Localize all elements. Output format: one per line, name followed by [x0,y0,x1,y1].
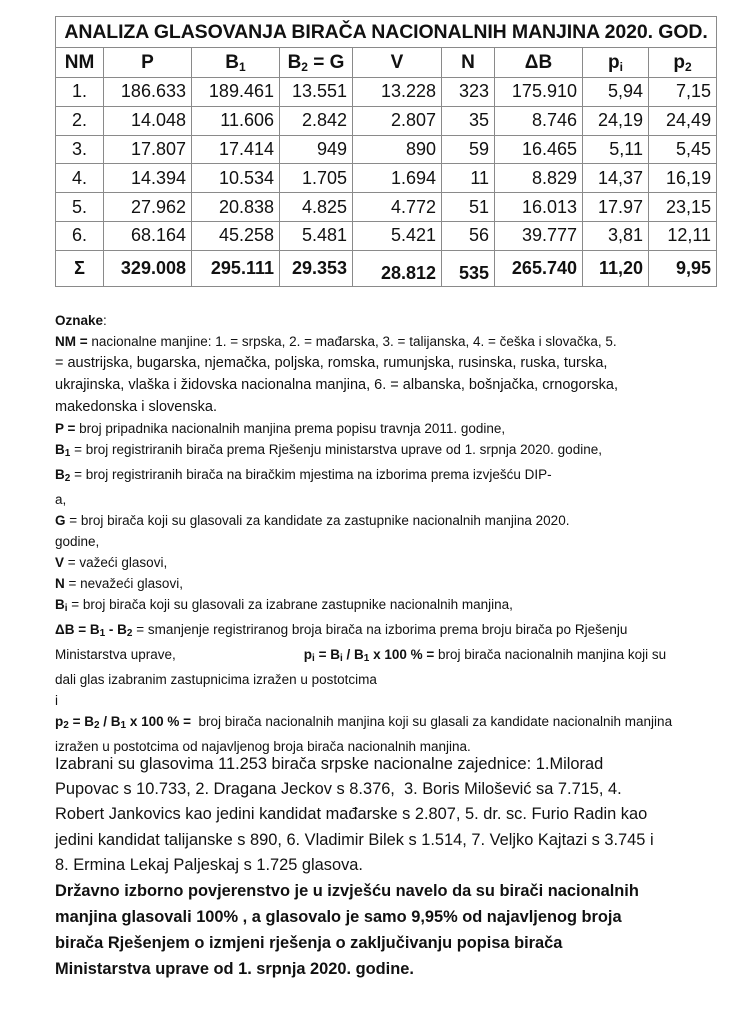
legend-and: i [55,693,58,708]
legend-p2-cont: izražen u postotcima od najavljenog broja birača nacionalnih manjina. [55,739,471,754]
paragraph-line: Robert Jankovics kao jedini kandidat mađarske s 2.807, 5. dr. sc. Furio Radin kao [55,805,648,824]
paragraph-line: Pupovac s 10.733, 2. Dragana Jeckov s 8.376, 3. Boris Milošević sa 7.715, 4. [55,780,622,799]
cell-p: 68.164 [104,221,192,250]
legend-g: G = broj birača koji su glasovali za kandidate za zastupnike nacionalnih manjina 2020. [55,513,570,528]
cell-nm: 3. [56,135,104,164]
cell-v: 1.694 [353,164,442,193]
legend-pi: Ministarstva uprave, $p_i = B_i / B_1$ x 100 % = broj birača nacionalnih manjina koji su [55,647,667,664]
sum-symbol: Σ [56,250,104,286]
cell-n: 35 [442,106,495,135]
elected-representatives-text [55,752,715,878]
cell-delta-b: 16.013 [495,193,583,222]
cell-n: 323 [442,78,495,107]
header-b2-g: $B_2 = G$ [280,48,353,78]
legend-delta-b: $\Delta B = B_1 - B_2$ = smanjenje registriranog broja birača na izborima prema broju birača po Rješenju [55,622,628,639]
cell-pi: 24,19 [583,106,649,135]
legend-b2-cont: a, [55,492,67,507]
cell-pi: 14,37 [583,164,649,193]
legend-v: V = važeći glasovi, [55,555,168,570]
cell-nm: 4. [56,164,104,193]
cell-delta-b: 16.465 [495,135,583,164]
cell-v: 5.421 [353,221,442,250]
legend-pi-cont: dali glas izabranim zastupnicima izražen u postotcima [55,672,377,687]
sum-p2: 9,95 [649,250,717,286]
cell-v: 890 [353,135,442,164]
cell-b1: 17.414 [192,135,280,164]
election-analysis-table [55,16,717,287]
cell-n: 51 [442,193,495,222]
cell-p2: 24,49 [649,106,717,135]
cell-p2: 16,19 [649,164,717,193]
cell-n: 59 [442,135,495,164]
header-pi: $p_i$ [583,48,649,78]
legend-nm-cont: makedonska i slovenska. [55,399,217,415]
cell-pi: 5,94 [583,78,649,107]
paragraph-line: Izabrani su glasovima 11.253 birača srpske nacionalne zajednice: 1.Milorad [55,755,604,773]
cell-v: 4.772 [353,193,442,222]
conclusion-line: birača Rješenjem o izmjeni rješenja o zaključivanju popisa birača [55,934,563,953]
cell-nm: 6. [56,221,104,250]
table-row [56,106,717,135]
legend-nm-cont: ukrajinska, vlaška i židovska nacionalna manjina, 6. = albanska, bošnjačka, crnogorska, [55,377,618,393]
cell-b2: 2.842 [280,106,353,135]
header-p: P [104,48,192,78]
legend-b2: $B_2$ = broj registriranih birača na biračkim mjestima na izborima prema izvješću DIP- [55,467,552,484]
cell-b1: 11.606 [192,106,280,135]
cell-p: 186.633 [104,78,192,107]
cell-p2: 7,15 [649,78,717,107]
cell-p2: 12,11 [649,221,717,250]
table-row [56,164,717,193]
cell-pi: 5,11 [583,135,649,164]
sum-n: 535 [442,250,495,286]
cell-b1: 10.534 [192,164,280,193]
header-v: V [353,48,442,78]
sum-b2: 29.353 [280,250,353,286]
cell-p: 17.807 [104,135,192,164]
legend-heading: Oznake: [55,313,107,328]
cell-b2: 949 [280,135,353,164]
table-row [56,78,717,107]
legend-p2: $p_2 = B_2 / B_1$ x 100 % = broj birača nacionalnih manjina koji su glasali za kandidate nacionalnih manjina [55,714,673,731]
cell-p: 14.048 [104,106,192,135]
cell-b2: 5.481 [280,221,353,250]
cell-delta-b: 8.746 [495,106,583,135]
sum-delta-b: 265.740 [495,250,583,286]
legend-section [55,310,715,757]
cell-n: 11 [442,164,495,193]
cell-n: 56 [442,221,495,250]
cell-p2: 23,15 [649,193,717,222]
header-delta-b: ΔB [495,48,583,78]
sum-b1: 295.111 [192,250,280,286]
table-title-row [56,17,717,48]
legend-nm-cont: = austrijska, bugarska, njemačka, poljska, romska, rumunjska, rusinska, ruska, turska, [55,355,608,371]
paragraph-line: 8. Ermina Lekaj Paljeskaj s 1.725 glasova. [55,855,363,874]
legend-nm: NM = nacionalne manjine: 1. = srpska, 2. = mađarska, 3. = talijanska, 4. = češka i slovačka, 5. [55,334,617,349]
conclusion-line: Ministarstva uprave od 1. srpnja 2020. godine. [55,960,414,979]
cell-nm: 2. [56,106,104,135]
legend-n: N = nevažeći glasovi, [55,576,183,591]
cell-pi: 3,81 [583,221,649,250]
cell-delta-b: 8.829 [495,164,583,193]
cell-p2: 5,45 [649,135,717,164]
cell-b1: 189.461 [192,78,280,107]
legend-g-cont: godine, [55,534,100,549]
cell-b1: 20.838 [192,193,280,222]
header-b1: $B_1$ [192,48,280,78]
cell-b1: 45.258 [192,221,280,250]
cell-b2: 1.705 [280,164,353,193]
cell-nm: 5. [56,193,104,222]
conclusion-line: Državno izborno povjerenstvo je u izvješću navelo da su birači nacionalnih [55,882,639,901]
cell-delta-b: 39.777 [495,221,583,250]
cell-v: 2.807 [353,106,442,135]
table-row [56,135,717,164]
cell-b2: 13.551 [280,78,353,107]
table-title: ANALIZA GLASOVANJA BIRAČA NACIONALNIH MANJINA 2020. GOD. [56,17,717,48]
paragraph-line: jedini kandidat talijanske s 890, 6. Vladimir Bilek s 1.514, 7. Veljko Kajtazi s 3.745 i [55,830,654,849]
conclusion-line: manjina glasovali 100% , a glasovalo je samo 9,95% od najavljenog broja [55,908,622,927]
cell-p: 14.394 [104,164,192,193]
conclusion-text [55,878,715,982]
sum-pi: 11,20 [583,250,649,286]
header-n: N [442,48,495,78]
legend-bi: $B_i$ = broj birača koji su glasovali za izabrane zastupnike nacionalnih manjina, [55,597,513,614]
results-paragraph [55,752,715,982]
cell-v: 13.228 [353,78,442,107]
table-header-row [56,48,717,78]
cell-nm: 1. [56,78,104,107]
legend-b1: $B_1$ = broj registriranih birača prema Rješenju ministarstva uprave od 1. srpnja 2020. godine, [55,442,602,459]
header-p2: $p_2$ [649,48,717,78]
table-row [56,193,717,222]
legend-p: P = broj pripadnika nacionalnih manjina prema popisu travnja 2011. godine, [55,421,506,436]
cell-p: 27.962 [104,193,192,222]
cell-b2: 4.825 [280,193,353,222]
table-row [56,221,717,250]
table-sum-row [56,250,717,286]
cell-pi: 17.97 [583,193,649,222]
header-nm: NM [56,48,104,78]
sum-v: 28.812 [353,250,442,286]
cell-delta-b: 175.910 [495,78,583,107]
sum-p: 329.008 [104,250,192,286]
